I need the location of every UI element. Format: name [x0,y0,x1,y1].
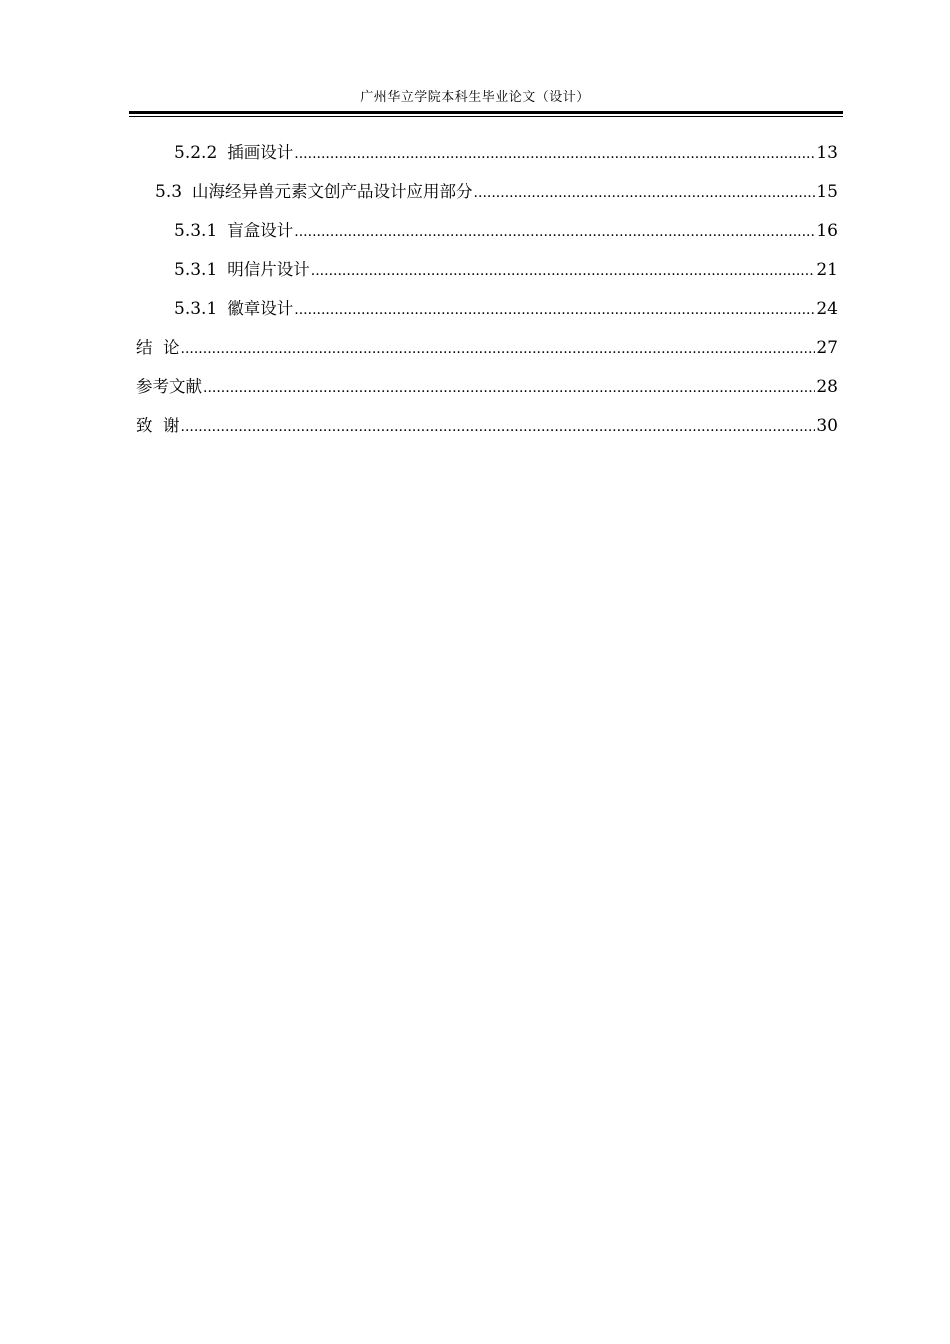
toc-entry-title: 盲盒设计 [227,221,294,240]
toc-entry-title: 参考文献 [136,377,202,396]
toc-entry[interactable] [136,409,838,448]
toc-entry-number: 5.2.2 [174,143,218,163]
toc-entry-title: 山海经异兽元素文创产品设计应用部分 [192,182,473,201]
toc-entry-title: 徽章设计 [227,299,294,318]
toc-leader-dots [203,371,815,405]
toc-entry[interactable] [136,136,838,175]
toc-entry-page: 30 [816,416,838,436]
toc-entry-page: 21 [816,260,838,280]
toc-entry-title: 致 谢 [136,416,180,435]
toc-leader-dots [294,215,815,249]
toc-leader-dots [294,137,815,171]
toc-entry-number: 5.3.1 [174,260,218,280]
toc-entry-page: 13 [816,143,838,163]
toc-entry-page: 28 [816,377,838,397]
toc-entry[interactable] [136,214,838,253]
toc-entry-page: 15 [816,182,838,202]
header-rule-thin [129,116,843,117]
toc-entry-number: 5.3.1 [174,299,218,319]
toc-leader-dots [181,332,816,366]
toc-entry-title: 插画设计 [227,143,294,162]
toc-entry[interactable] [136,253,838,292]
toc-entry-page: 16 [816,221,838,241]
toc-leader-dots [294,293,815,327]
toc-entry[interactable] [136,370,838,409]
header-title: 广州华立学院本科生毕业论文（设计） [360,90,590,105]
toc-entry[interactable] [136,331,838,370]
toc-leader-dots [311,254,816,288]
toc-leader-dots [181,410,816,444]
toc-entry[interactable] [136,292,838,331]
table-of-contents [136,136,838,448]
toc-entry-number: 5.3.1 [174,221,218,241]
toc-entry-number: 5.3 [155,182,183,202]
toc-leader-dots [474,176,816,210]
toc-entry-title: 明信片设计 [227,260,310,279]
toc-entry-title: 结 论 [136,338,180,357]
toc-entry-page: 24 [816,299,838,319]
toc-entry[interactable] [136,175,838,214]
toc-entry-page: 27 [816,338,838,358]
header-rule-thick [129,111,843,114]
